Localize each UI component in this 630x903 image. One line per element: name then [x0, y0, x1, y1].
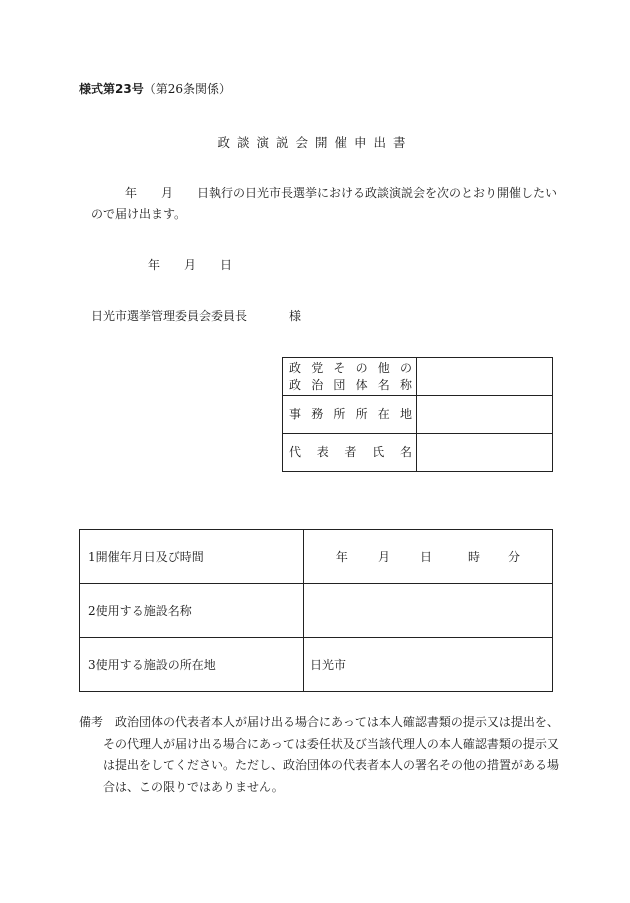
label-char: 名 [167, 604, 180, 618]
unit-day: 日 [419, 550, 432, 564]
org-office-field[interactable] [417, 396, 553, 434]
org-row-office [283, 396, 553, 434]
label-char: 称 [179, 604, 192, 618]
label-char: そ [333, 360, 346, 375]
label-char: 施 [143, 604, 156, 618]
intro-year: 年 [125, 186, 138, 200]
label-char: 政 [289, 377, 302, 392]
label-text [88, 602, 300, 619]
label-char: る [131, 658, 144, 672]
notes-line: 政治団体の代表者本人が届け出る場合にあっては本人確認書類の提示又は提出を、 [115, 715, 559, 729]
date-day: 日 [220, 258, 233, 272]
label-char: 在 [377, 407, 390, 421]
org-row-name [283, 358, 553, 396]
event-address-field[interactable]: 日光市 [304, 638, 553, 692]
label-char: 時 [179, 550, 192, 564]
label-char: 氏 [372, 445, 385, 459]
label-char: る [131, 604, 144, 618]
organization-table [282, 357, 553, 472]
label-char: 地 [203, 658, 216, 672]
event-facility-field[interactable] [304, 584, 553, 638]
unit-year: 年 [335, 550, 348, 564]
label-char: 治 [311, 377, 324, 392]
event-label-address [80, 638, 304, 692]
intro-sentence-cont: ので届け出ます。 [91, 207, 187, 221]
label-char: 代 [289, 445, 302, 459]
label-char: 間 [191, 550, 204, 564]
label-char: 所 [355, 407, 368, 421]
label-char: 事 [289, 407, 302, 421]
org-row-rep [283, 434, 553, 472]
intro-sentence: 日執行の日光市長選挙における政談演説会を次のとおり開催したい [197, 186, 558, 200]
label-char: 団 [333, 377, 346, 392]
date-year: 年 [148, 258, 161, 272]
notes [79, 712, 559, 798]
notes-line: その代理人が届け出る場合にあっては委任状及び当該代理人の本人確認書類の提示又 [103, 736, 559, 751]
label-char: 及 [155, 550, 168, 564]
label-char: 政 [289, 360, 302, 375]
label-char: 日 [143, 550, 156, 564]
label-char: 地 [399, 407, 412, 421]
label-text [289, 360, 412, 377]
event-label-facility [80, 584, 304, 638]
label-char: 所 [179, 658, 192, 672]
recipient-name: 日光市選挙管理委員会委員長 [91, 309, 248, 323]
label-text [289, 444, 412, 461]
label-char: 称 [399, 377, 412, 392]
label-char: 3 [88, 658, 96, 672]
label-char: 所 [333, 407, 346, 421]
form-relation: （第26条関係） [143, 82, 231, 96]
label-char: び [167, 550, 180, 564]
form-number [79, 80, 231, 97]
unit-hour: 時 [467, 550, 480, 564]
datetime-units [310, 548, 546, 565]
label-char: す [119, 658, 132, 672]
label-char: す [119, 604, 132, 618]
label-char: 務 [311, 407, 324, 421]
label-char: 施 [143, 658, 156, 672]
org-label-name [283, 358, 417, 396]
notes-first-line [79, 712, 559, 734]
date-month: 月 [184, 258, 197, 272]
label-char: 他 [377, 360, 390, 375]
label-char: 表 [316, 445, 329, 459]
org-rep-field[interactable] [417, 434, 553, 472]
label-char: 1 [88, 550, 96, 564]
event-datetime-field[interactable] [304, 530, 553, 584]
label-char: 名 [399, 445, 412, 459]
label-char: 設 [155, 604, 168, 618]
label-char: 体 [355, 377, 368, 392]
label-char: 催 [107, 550, 120, 564]
event-row-datetime [80, 530, 553, 584]
label-char: 2 [88, 604, 96, 618]
label-text [88, 548, 300, 565]
document-title: 政談演説会開催申出書 [217, 135, 413, 150]
notes-line: 合は、この限りではありません。 [103, 779, 284, 794]
label-char: 用 [107, 658, 120, 672]
label-char: 使 [95, 604, 108, 618]
label-char: 開 [95, 550, 108, 564]
unit-month: 月 [377, 550, 390, 564]
notes-line: は提出をしてください。ただし、政治団体の代表者本人の署名その他の措置がある場 [103, 758, 560, 772]
label-char: の [399, 360, 412, 375]
form-number-label: 様式第23号 [79, 82, 144, 96]
label-char: 月 [131, 550, 144, 564]
label-char: 設 [155, 658, 168, 672]
event-table [79, 529, 553, 692]
org-label-rep [283, 434, 417, 472]
label-char: 使 [95, 658, 108, 672]
label-char: 用 [107, 604, 120, 618]
label-char: 者 [344, 445, 357, 459]
org-name-field[interactable] [417, 358, 553, 396]
notes-label: 備考 [79, 715, 104, 729]
label-char: 年 [119, 550, 132, 564]
event-row-facility [80, 584, 553, 638]
unit-minute: 分 [507, 550, 520, 564]
label-text [289, 377, 412, 394]
label-char: の [167, 658, 180, 672]
event-label-datetime [80, 530, 304, 584]
recipient-honorific: 様 [289, 309, 302, 323]
org-label-office [283, 396, 417, 434]
intro-month: 月 [161, 186, 174, 200]
label-text [88, 656, 300, 673]
label-char: 名 [377, 377, 390, 392]
event-row-address [80, 638, 553, 692]
label-text [289, 406, 412, 423]
label-char: の [355, 360, 368, 375]
label-char: 在 [191, 658, 204, 672]
label-char: 党 [311, 360, 324, 375]
